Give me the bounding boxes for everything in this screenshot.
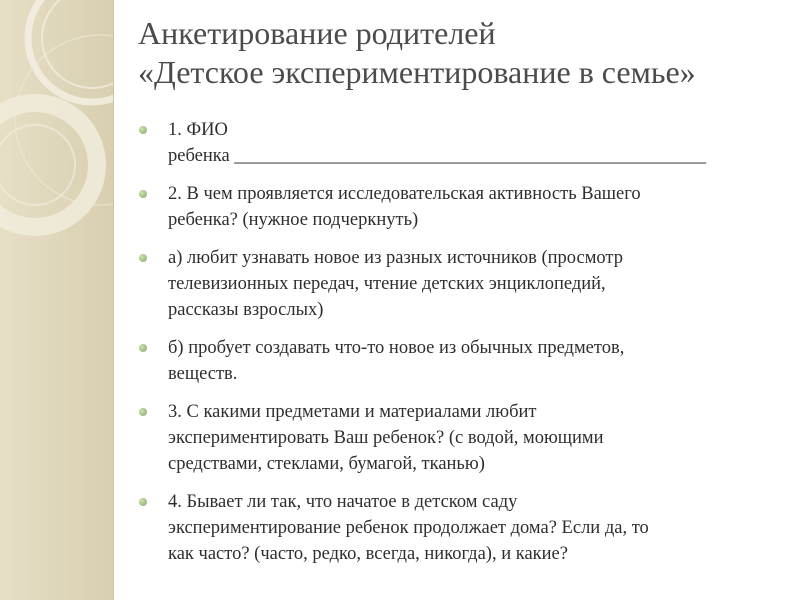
- bullet-icon: [139, 254, 147, 262]
- bullet-icon: [139, 498, 147, 506]
- item-line: экспериментировать Ваш ребенок? (с водой, моющими: [168, 428, 604, 448]
- bullet-icon: [139, 408, 147, 416]
- list-item: [138, 335, 778, 387]
- slide-title: [138, 14, 778, 92]
- questionnaire-list: [138, 117, 778, 579]
- title-line-2: «Детское экспериментирование в семье»: [138, 54, 696, 90]
- item-line: 4. Бывает ли так, что начатое в детском саду: [168, 492, 518, 512]
- item-line: веществ.: [168, 364, 238, 384]
- item-line: ребенка ___________________________________________________: [168, 146, 707, 166]
- title-line-1: Анкетирование родителей: [138, 15, 496, 51]
- item-line: б) пробует создавать что-то новое из обычных предметов,: [168, 338, 625, 358]
- bullet-icon: [139, 190, 147, 198]
- item-line: 3. С какими предметами и материалами любит: [168, 402, 537, 422]
- item-line: средствами, стеклами, бумагой, тканью): [168, 454, 485, 474]
- item-line: телевизионных передач, чтение детских энциклопедий,: [168, 274, 606, 294]
- list-item: [138, 489, 778, 567]
- list-item: [138, 399, 778, 477]
- bullet-icon: [139, 126, 147, 134]
- item-line: рассказы взрослых): [168, 300, 324, 320]
- item-line: как часто? (часто, редко, всегда, никогда), и какие?: [168, 544, 568, 564]
- item-line: экспериментирование ребенок продолжает дома? Если да, то: [168, 518, 649, 538]
- item-line: 1. ФИО: [168, 120, 228, 140]
- list-item: [138, 245, 778, 323]
- item-line: а) любит узнавать новое из разных источников (просмотр: [168, 248, 623, 268]
- decorative-circles-icon: [0, 0, 113, 600]
- item-line: ребенка? (нужное подчеркнуть): [168, 210, 419, 230]
- bullet-icon: [139, 344, 147, 352]
- list-item: [138, 181, 778, 233]
- list-item: [138, 117, 778, 169]
- item-line: 2. В чем проявляется исследовательская активность Вашего: [168, 184, 641, 204]
